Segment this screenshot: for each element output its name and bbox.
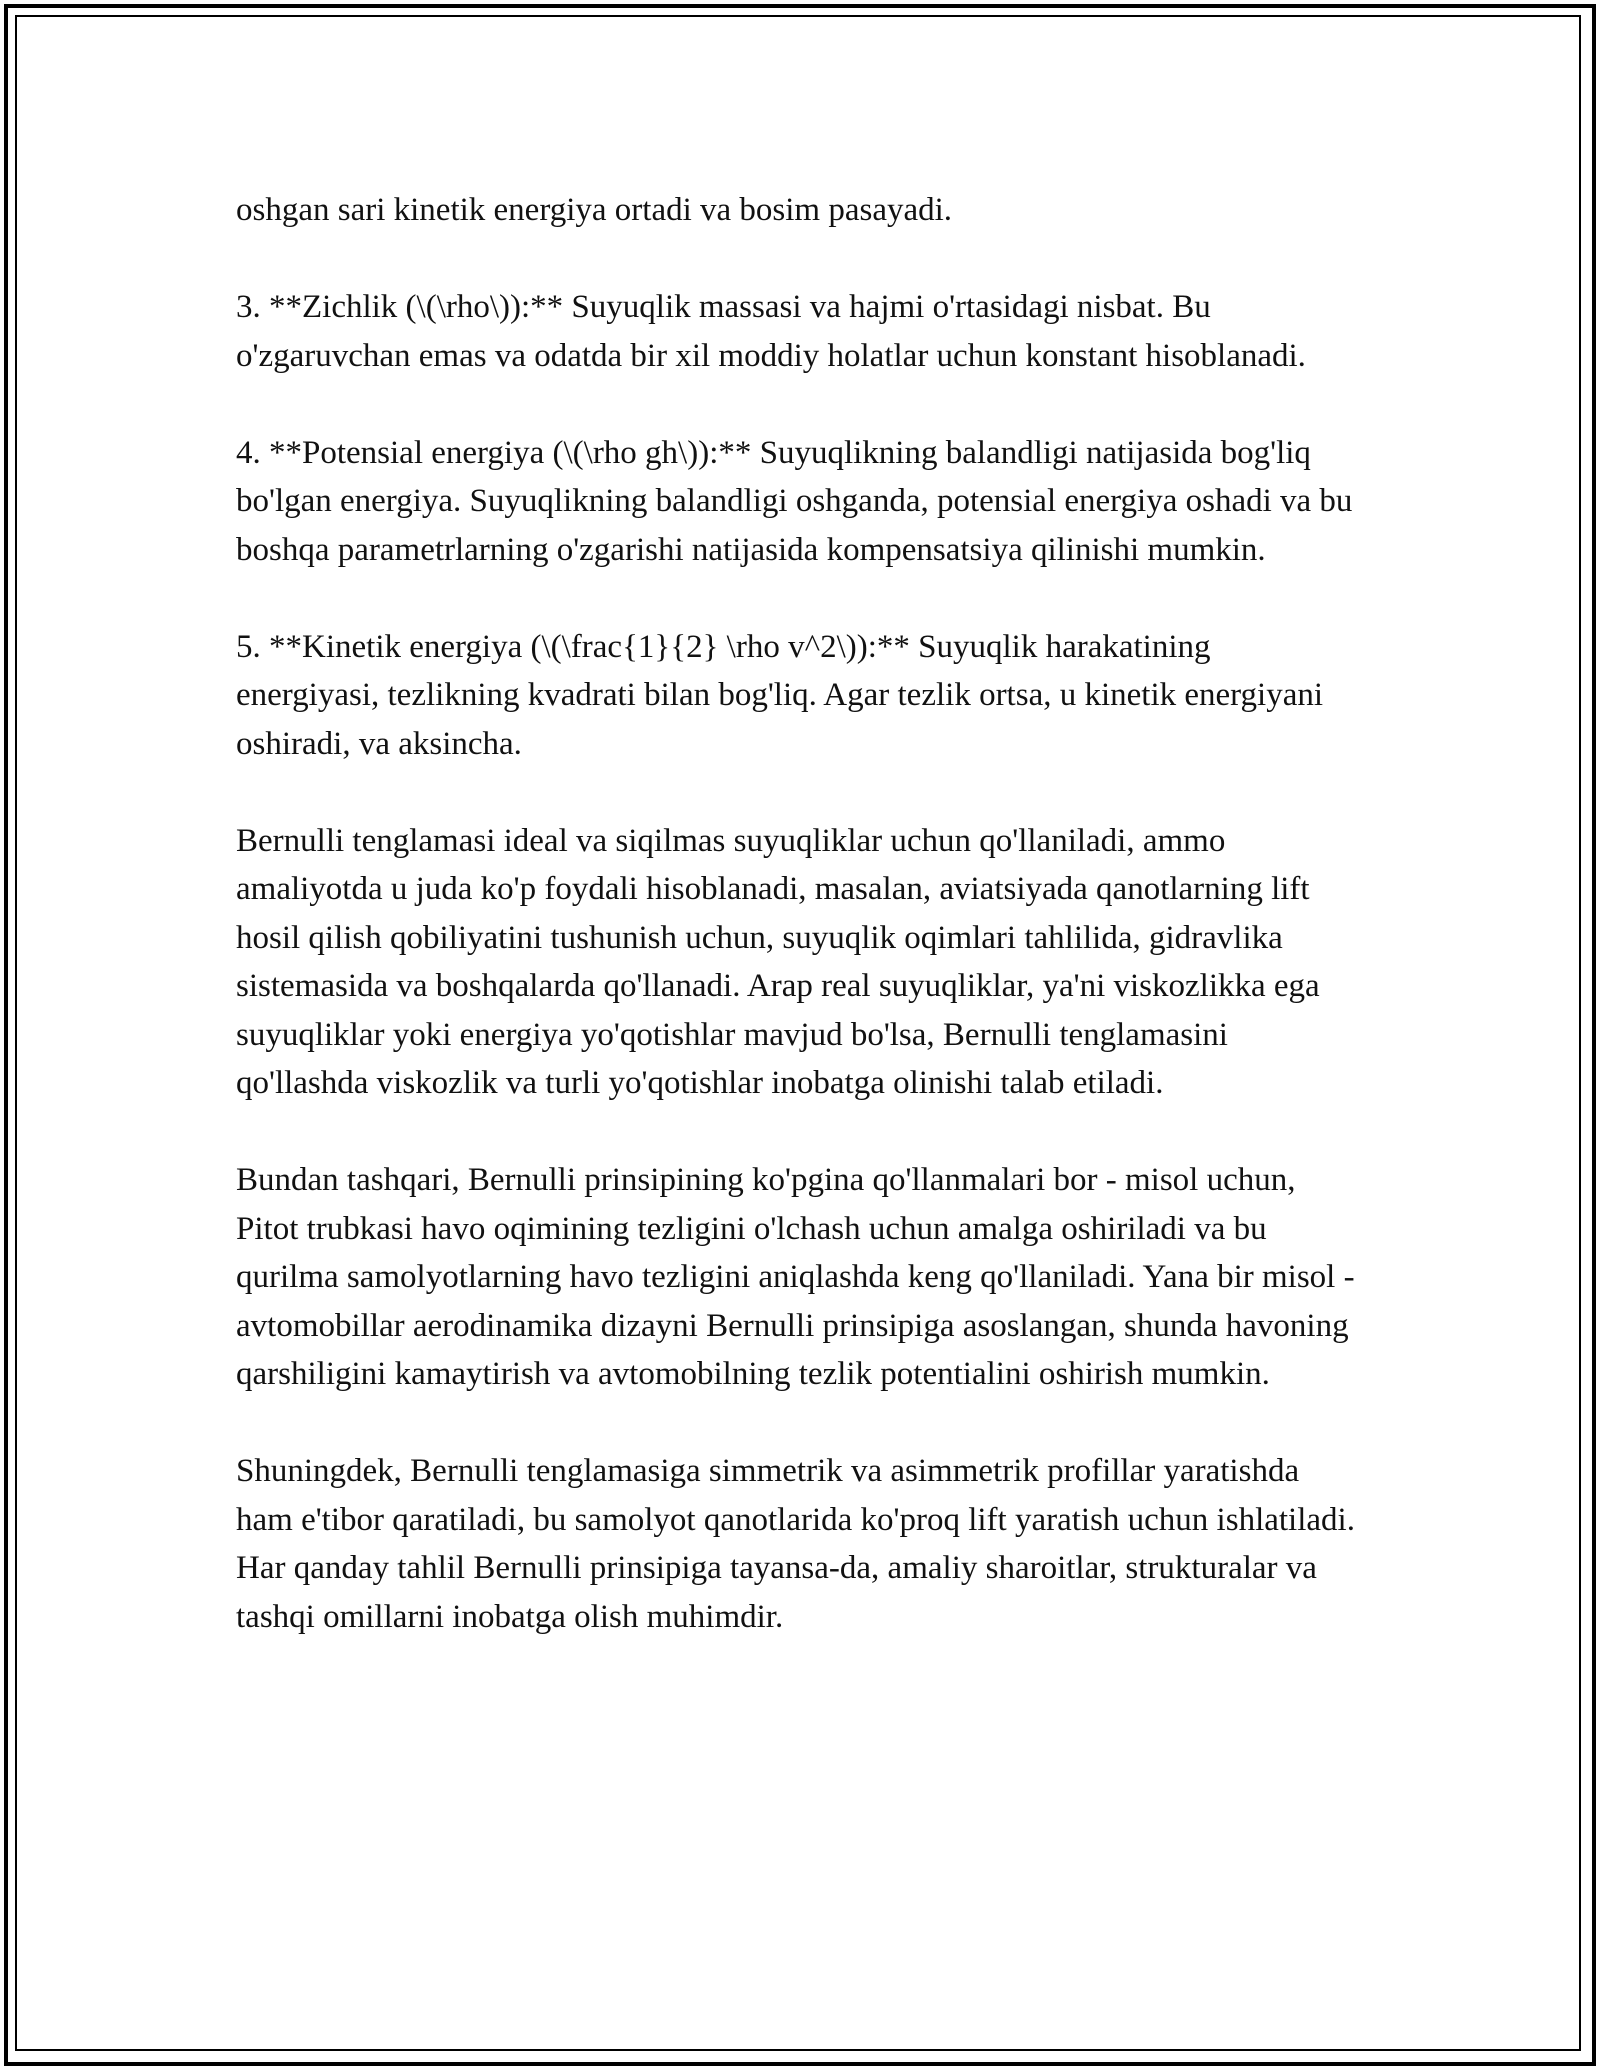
paragraph-pitot-tube: Bundan tashqari, Bernulli prinsipining ko'pgina qo'llanmalari bor - misol uchun, Pitot trubkasi havo oqimining tezligini o'lchash uchun amalga oshiriladi va bu qurilma samolyotlarning havo tezligini aniqlashda keng qo'llaniladi. Yana bir misol - avtomobillar aerodinamika dizayni Bernulli prinsipiga asoslangan, shunda havoning qarshiligini kamaytirish va avtomobilning tezlik potentialini oshirish mumkin. <box>236 1162 1355 1392</box>
paragraph-profiles: Shuningdek, Bernulli tenglamasiga simmetrik va asimmetrik profillar yaratishda ham e'tibor qaratiladi, bu samolyot qanotlarida ko'proq lift yaratish uchun ishlatiladi. Har qanday tahlil Bernulli prinsipiga tayansa-da, amaliy sharoitlar, strukturalar va tashqi omillarni inobatga olish muhimdir. <box>236 1453 1355 1635</box>
paragraph-continuation: oshgan sari kinetik energiya ortadi va bosim pasayadi. <box>236 192 953 228</box>
paragraph-kinetic-energy: 5. **Kinetik energiya (\(\frac{1}{2} \rho v^2\)):** Suyuqlik harakatining energiyasi, tezlikning kvadrati bilan bog'liq. Agar tezlik ortsa, u kinetik energiyani oshiradi, va aksincha. <box>236 628 1324 762</box>
document-body <box>236 186 1361 1690</box>
paragraph-applications: Bernulli tenglamasi ideal va siqilmas suyuqliklar uchun qo'llaniladi, ammo amaliyotda u juda ko'p foydali hisoblanadi, masalan, aviatsiyada qanotlarning lift hosil qilish qobiliyatini tushunish uchun, suyuqlik oqimlari tahlilida, gidravlika sistemasida va boshqalarda qo'llanadi. Arap real suyuqliklar, ya'ni viskozlikka ega suyuqliklar yoki energiya yo'qotishlar mavjud bo'lsa, Bernulli tenglamasini qo'llashda viskozlik va turli yo'qotishlar inobatga olinishi talab etiladi. <box>236 822 1320 1101</box>
paragraph-potential-energy: 4. **Potensial energiya (\(\rho gh\)):** Suyuqlikning balandligi natijasida bog'liq bo'lgan energiya. Suyuqlikning balandligi oshganda, potensial energiya oshadi va bu boshqa parametrlarning o'zgarishi natijasida kompensatsiya qilinishi mumkin. <box>236 434 1353 568</box>
paragraph-density: 3. **Zichlik (\(\rho\)):** Suyuqlik massasi va hajmi o'rtasidagi nisbat. Bu o'zgaruvchan emas va odatda bir xil moddiy holatlar uchun konstant hisoblanadi. <box>236 289 1306 374</box>
